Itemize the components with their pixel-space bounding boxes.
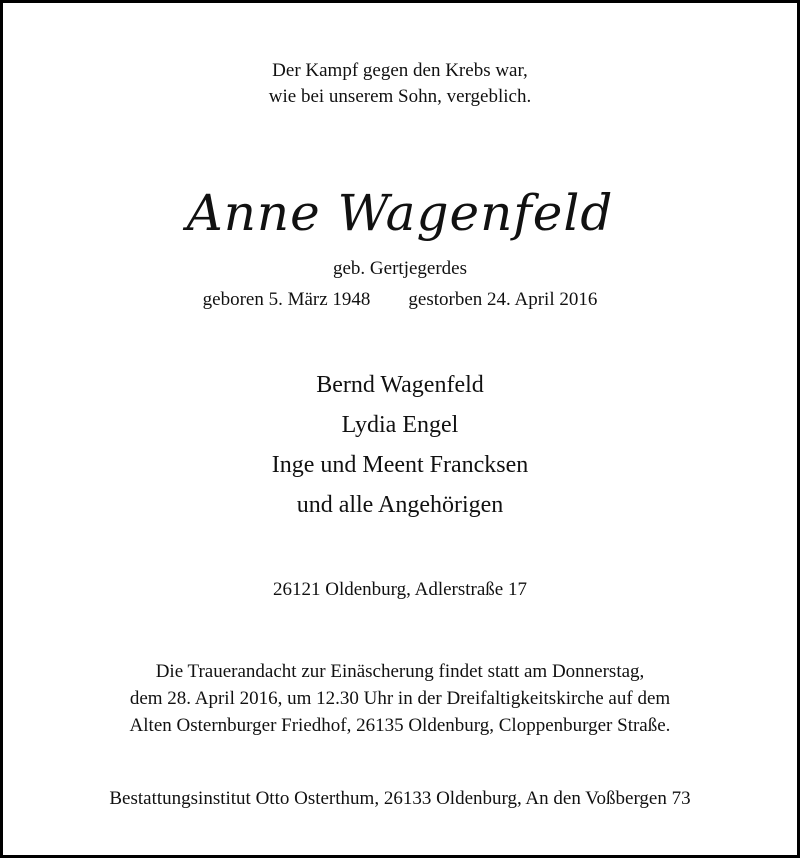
death-date: gestorben 24. April 2016 xyxy=(408,289,598,310)
family-address: 26121 Oldenburg, Adlerstraße 17 xyxy=(273,579,527,600)
deceased-name: Anne Wagenfeld xyxy=(186,184,614,242)
birth-date: geboren 5. März 1948 xyxy=(202,289,371,310)
undertaker-line: Bestattungsinstitut Otto Osterthum, 26133 Oldenburg, An den Voßbergen 73 xyxy=(109,788,691,809)
service-line-3: Alten Osternburger Friedhof, 26135 Oldenburg, Cloppenburger Straße. xyxy=(129,715,671,736)
mourner-3: Inge und Meent Francksen xyxy=(271,452,529,478)
quote-line-2: wie bei unserem Sohn, vergeblich. xyxy=(268,86,532,107)
life-dates xyxy=(3,288,797,312)
quote-line-1: Der Kampf gegen den Krebs war, xyxy=(272,60,528,81)
mourner-1: Bernd Wagenfeld xyxy=(316,372,484,398)
service-line-1: Die Trauerandacht zur Einäscherung findet statt am Donnerstag, xyxy=(155,661,645,682)
mourner-4: und alle Angehörigen xyxy=(296,492,504,518)
service-line-2: dem 28. April 2016, um 12.30 Uhr in der Dreifaltigkeitskirche auf dem xyxy=(129,688,671,709)
mourner-2: Lydia Engel xyxy=(341,412,459,438)
maiden-name: geb. Gertjegerdes xyxy=(333,258,467,279)
